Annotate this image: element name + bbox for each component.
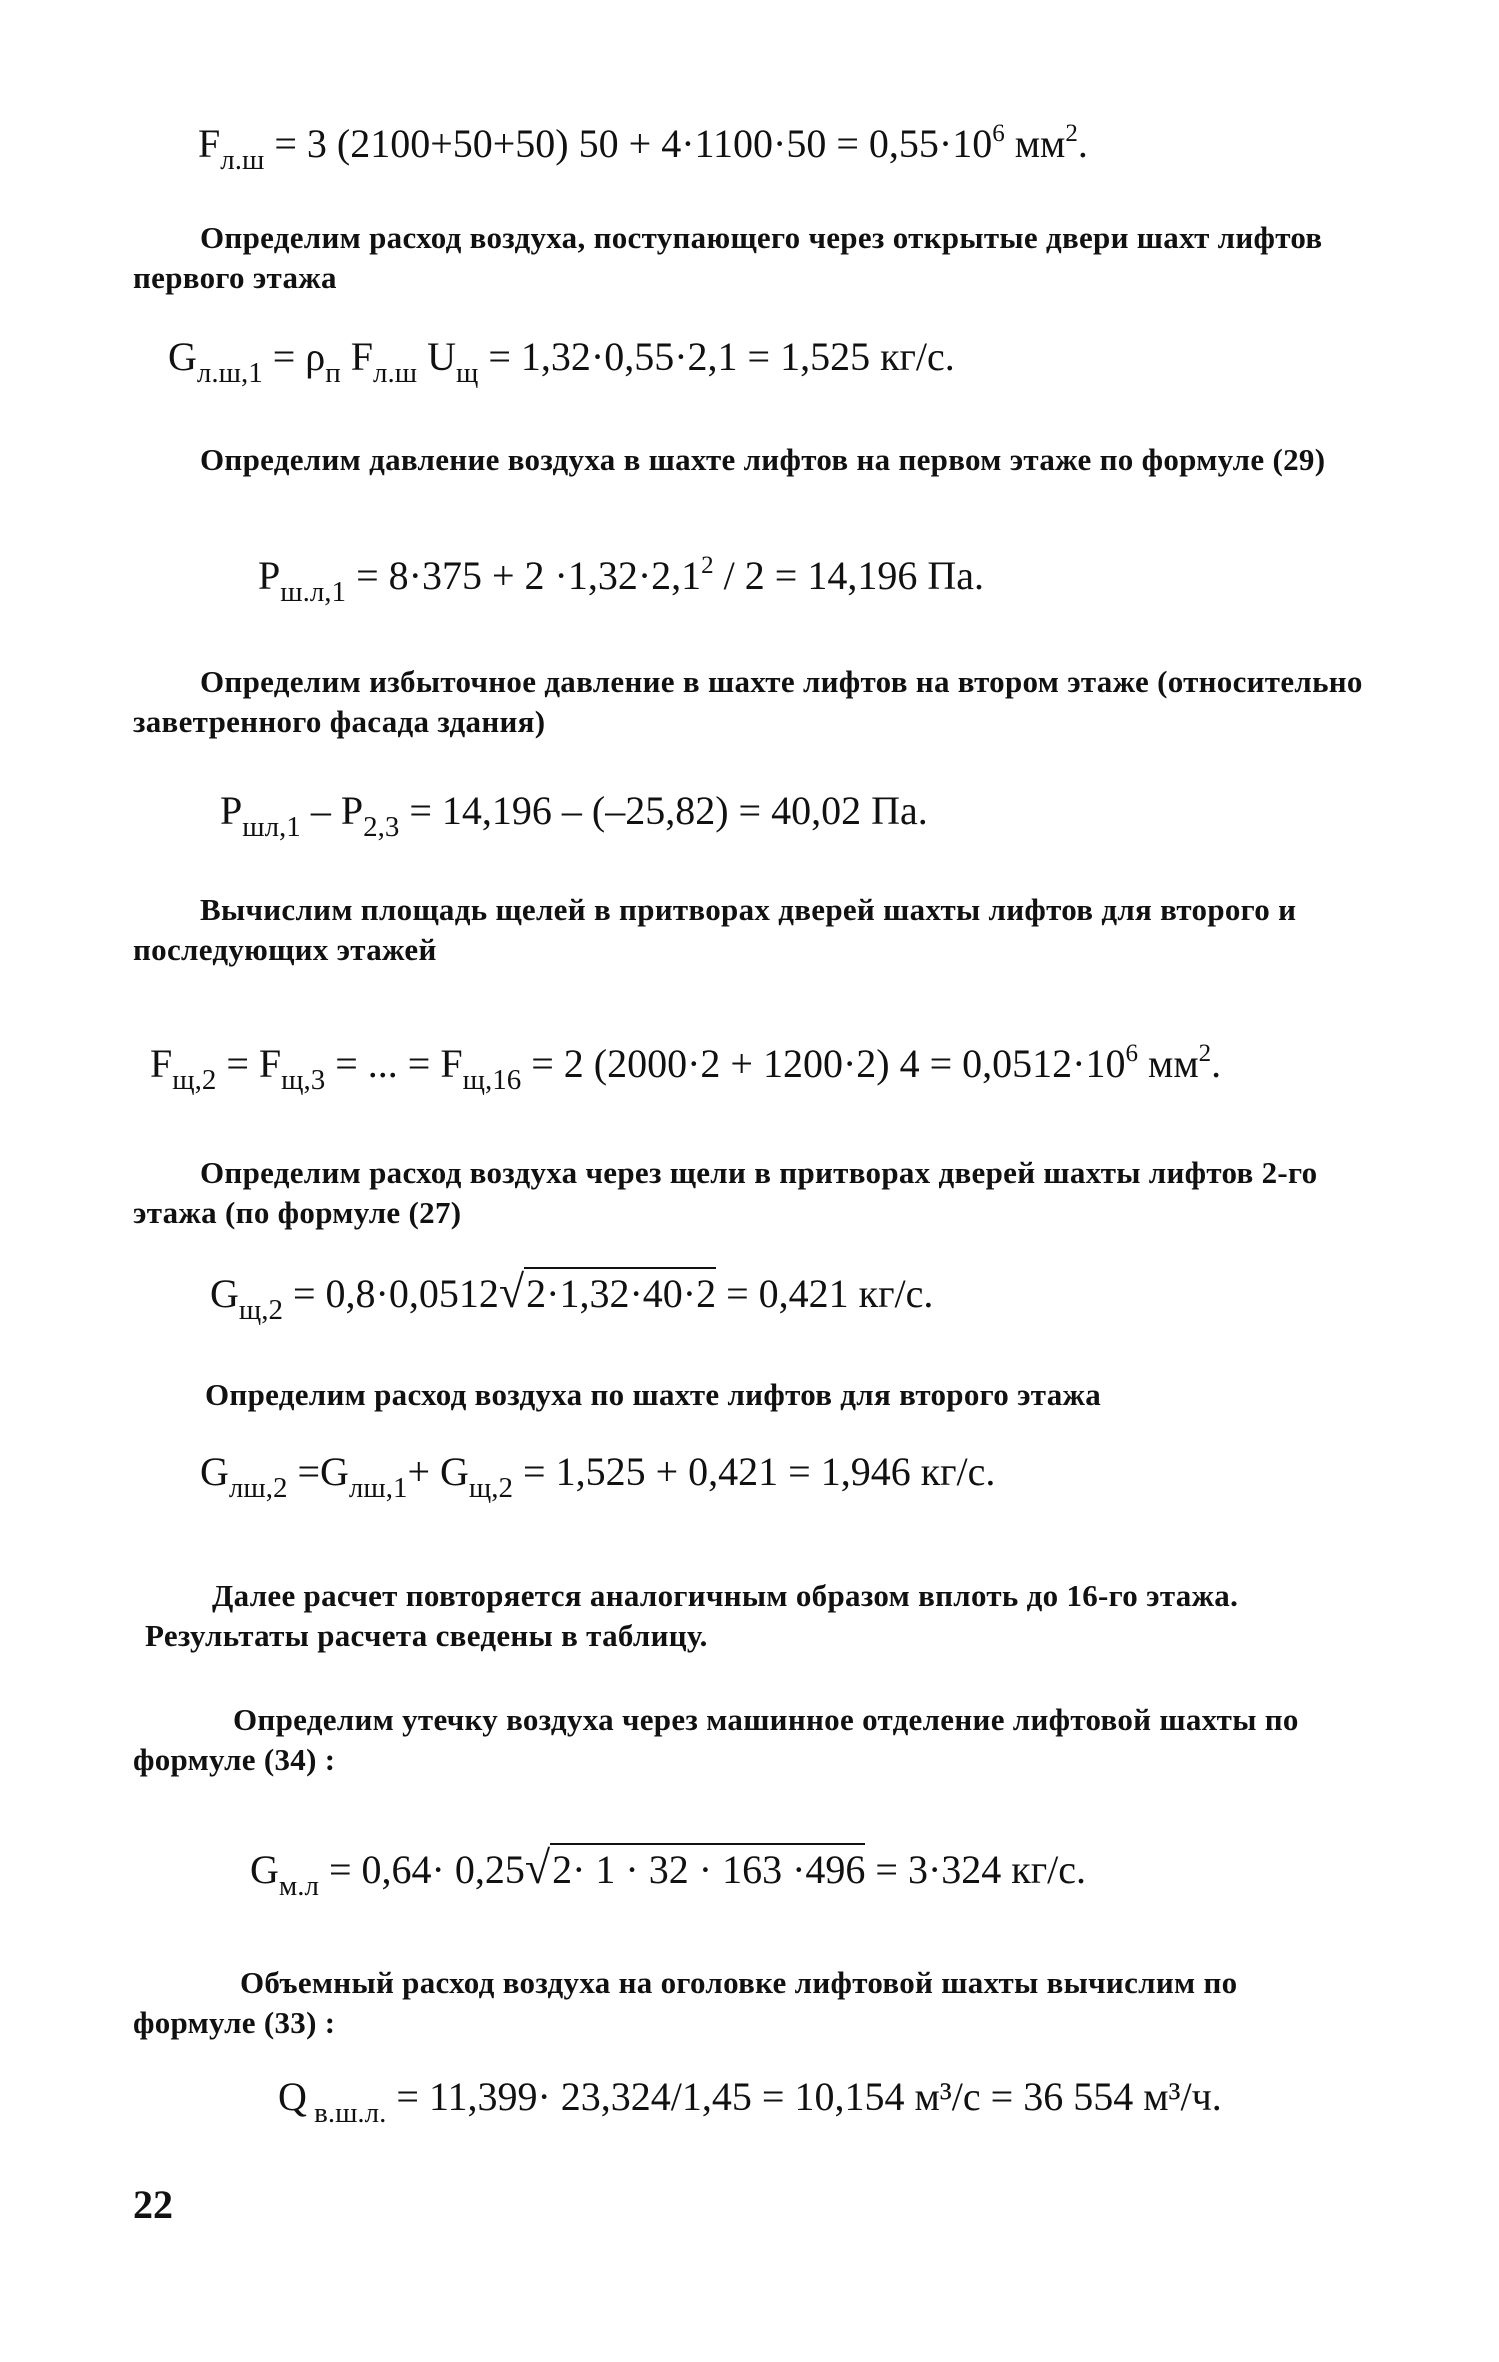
eq7-s2: лш,1: [348, 1472, 408, 1504]
eq8-radical-sign: √: [524, 1842, 551, 1893]
equation-2: [168, 333, 955, 389]
eq6-v1: G: [210, 1271, 239, 1316]
eq8-v1: G: [250, 1847, 279, 1892]
eq2-v5: = 1,32·0,55·2,1 = 1,525 кг/с.: [478, 334, 955, 379]
eq6-s1: щ,2: [238, 1294, 283, 1326]
eq5-p2: 2: [1198, 1040, 1212, 1067]
eq4-v1: P: [220, 788, 243, 833]
eq7-v3: + G: [407, 1449, 469, 1494]
equation-9: [278, 2073, 1222, 2129]
equation-7: [200, 1448, 996, 1504]
eq6-v3: = 0,421 кг/с.: [716, 1271, 934, 1316]
eq3-v1: P: [258, 553, 281, 598]
paragraph-4: Вычислим площадь щелей в притворах дверей шахты лифтов для второго и последующих этажей: [133, 892, 1297, 967]
eq7-v2: =G: [287, 1449, 349, 1494]
eq2-s2: п: [325, 357, 341, 389]
paragraph-1: Определим расход воздуха, поступающего через открытые двери шахт лифтов первого этажа: [133, 220, 1323, 295]
eq4-s1: шл,1: [242, 811, 301, 843]
eq4-s2: 2,3: [363, 811, 400, 843]
eq1-v1: F: [198, 121, 221, 166]
eq5-v1: F: [150, 1041, 173, 1086]
paragraph-2: Определим давление воздуха в шахте лифтов на первом этаже по формуле (29): [200, 442, 1326, 477]
equation-8: [250, 1842, 1086, 1902]
eq5-v5: мм: [1138, 1041, 1199, 1086]
eq2-s1: л.ш,1: [196, 357, 263, 389]
equation-3: [258, 552, 984, 608]
eq3-v3: / 2 = 14,196 Па.: [713, 553, 984, 598]
paragraph-3: Определим избыточное давление в шахте лифтов на втором этаже (относительно заветренного фасада здания): [133, 664, 1363, 739]
equation-6: [210, 1266, 934, 1326]
paragraph-8: Определим утечку воздуха через машинное отделение лифтовой шахты по формуле (34) :: [133, 1702, 1299, 1777]
eq7-s1: лш,2: [228, 1472, 288, 1504]
eq1-p1: 6: [992, 120, 1005, 147]
eq3-p1: 2: [701, 552, 714, 579]
paragraph-5: Определим расход воздуха через щели в притворах дверей шахты лифтов 2-го этажа (по формуле (27): [133, 1155, 1318, 1230]
eq2-v4: U: [417, 334, 456, 379]
eq8-v2: = 0,64· 0,25: [318, 1847, 525, 1892]
eq5-s3: щ,16: [462, 1064, 522, 1096]
eq6-radicand: 2·1,32·40·2: [524, 1267, 716, 1316]
eq9-v1: Q: [278, 2074, 307, 2119]
eq1-v4: .: [1077, 121, 1088, 166]
eq2-v2: = ρ: [262, 334, 326, 379]
eq2-v3: F: [340, 334, 374, 379]
eq5-v6: .: [1211, 1041, 1222, 1086]
eq7-v4: = 1,525 + 0,421 = 1,946 кг/с.: [513, 1449, 996, 1494]
paragraph-7: Далее расчет повторяется аналогичным образом вплоть до 16-го этажа. Результаты расчета сведены в таблицу.: [145, 1578, 1239, 1653]
eq5-s1: щ,2: [172, 1064, 217, 1096]
eq1-p2: 2: [1065, 120, 1078, 147]
eq3-s1: ш.л,1: [280, 576, 347, 608]
eq9-v2: = 11,399· 23,324/1,45 = 10,154 м³/с = 36 554 м³/ч.: [386, 2074, 1222, 2119]
eq1-v2: = 3 (2100+50+50) 50 + 4·1100·50 = 0,55·10: [264, 121, 993, 166]
eq5-s2: щ,3: [281, 1064, 326, 1096]
equation-1: [198, 120, 1088, 176]
equation-4: [220, 787, 928, 843]
page-number: 22: [133, 2182, 173, 2227]
eq4-v2: – P: [300, 788, 364, 833]
eq1-v3: мм: [1004, 121, 1066, 166]
eq8-s1: м.л: [278, 1870, 319, 1902]
paragraph-6: Определим расход воздуха по шахте лифтов для второго этажа: [205, 1377, 1102, 1412]
eq7-v1: G: [200, 1449, 229, 1494]
eq8-v3: = 3·324 кг/с.: [865, 1847, 1086, 1892]
eq9-s1: в.ш.л.: [306, 2097, 387, 2129]
eq2-v1: G: [168, 334, 197, 379]
eq2-s3: л.ш: [373, 357, 418, 389]
eq4-v3: = 14,196 – (–25,82) = 40,02 Па.: [399, 788, 928, 833]
eq8-radicand: 2· 1 · 32 · 163 ·496: [550, 1843, 865, 1892]
eq6-radical-sign: √: [498, 1266, 525, 1317]
eq7-s3: щ,2: [468, 1472, 514, 1504]
eq1-s1: л.ш: [220, 144, 265, 176]
eq3-v2: = 8·375 + 2 ·1,32·2,1: [346, 553, 702, 598]
eq5-v2: = F: [216, 1041, 282, 1086]
eq5-v4: = 2 (2000·2 + 1200·2) 4 = 0,0512·10: [521, 1041, 1126, 1086]
eq5-v3: = ... = F: [325, 1041, 463, 1086]
eq2-s4: щ: [455, 357, 479, 389]
eq6-v2: = 0,8·0,0512: [282, 1271, 499, 1316]
equation-5: [150, 1040, 1222, 1096]
eq5-p1: 6: [1125, 1040, 1138, 1067]
paragraph-9: Объемный расход воздуха на оголовке лифтовой шахты вычислим по формуле (33) :: [133, 1965, 1238, 2040]
